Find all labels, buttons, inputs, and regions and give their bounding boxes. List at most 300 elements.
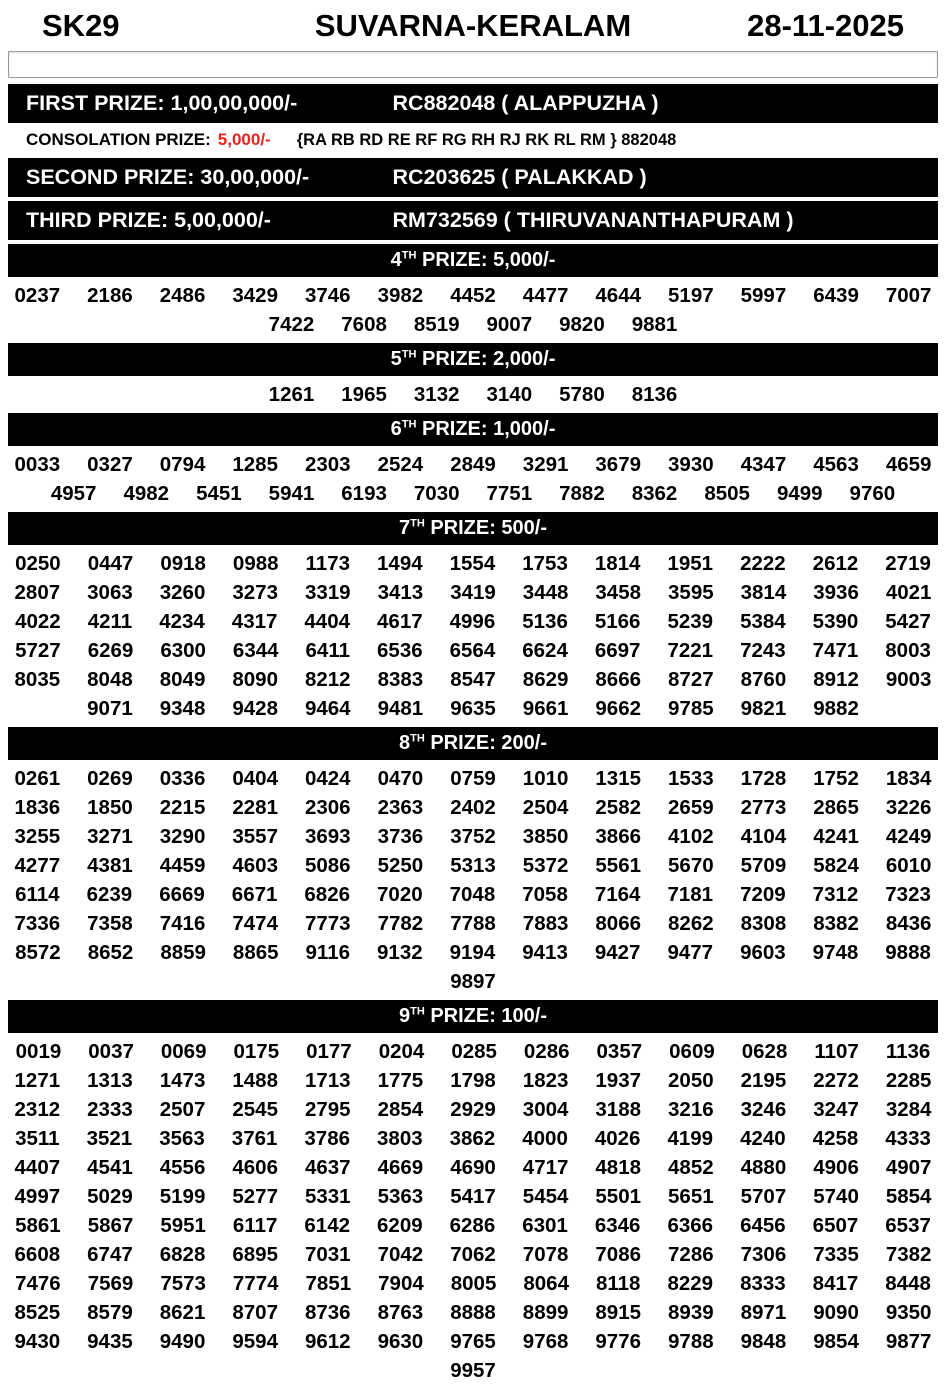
prize-number: 0404 [232, 767, 278, 790]
prize-number: 5670 [668, 854, 714, 877]
prize-number: 4381 [87, 854, 133, 877]
prize-number: 7181 [667, 883, 714, 906]
prize-number: 2659 [668, 796, 714, 819]
prize-number: 7007 [885, 284, 932, 307]
prize-number: 5867 [87, 1214, 134, 1237]
prize-number: 9428 [232, 697, 278, 720]
prize-number: 3188 [595, 1098, 642, 1121]
prize-number-row [8, 450, 938, 479]
prize-number: 7048 [449, 883, 496, 906]
prize-number: 4997 [14, 1185, 61, 1208]
prize-number: 7286 [668, 1243, 714, 1266]
prize-number-row [8, 1240, 938, 1269]
prize-number: 2195 [740, 1069, 787, 1092]
prize-number: 8763 [377, 1301, 424, 1324]
page-header [8, 2, 938, 48]
prize-number: 7058 [522, 883, 568, 906]
prize-number: 6828 [159, 1243, 206, 1266]
prize-number: 7883 [522, 912, 569, 935]
prize-number: 2865 [813, 796, 859, 819]
prize-number: 5029 [87, 1185, 133, 1208]
prize-number: 0250 [15, 552, 61, 575]
prize-number: 4241 [813, 825, 859, 848]
prize-number: 8005 [450, 1272, 497, 1295]
prize-number: 4347 [740, 453, 787, 476]
prize-number: 2306 [304, 796, 351, 819]
prize-number: 9661 [522, 697, 569, 720]
prize-number: 9490 [159, 1330, 206, 1353]
prize-number: 3679 [595, 453, 642, 476]
prize-number: 9594 [232, 1330, 278, 1353]
prize-number: 6411 [305, 639, 351, 662]
prize-number: 0019 [15, 1040, 62, 1063]
prize-number: 3290 [159, 825, 206, 848]
prize-number: 8707 [232, 1301, 278, 1324]
prize-number: 6010 [885, 854, 932, 877]
prize-number: 4906 [813, 1156, 859, 1179]
prize-tier-header-8th: 8TH PRIZE: 200/- [8, 727, 938, 760]
prize-number: 9888 [885, 941, 931, 964]
prize-number: 1836 [14, 796, 61, 819]
prize-tier-header-7th: 7TH PRIZE: 500/- [8, 512, 938, 545]
prize-number: 2773 [740, 796, 787, 819]
prize-number: 5824 [813, 854, 859, 877]
prize-number: 2363 [377, 796, 424, 819]
prize-number: 6697 [594, 639, 641, 662]
prize-number: 6507 [812, 1214, 859, 1237]
third-prize-label: THIRD PRIZE: 5,00,000/- [26, 208, 271, 232]
prize-number: 2582 [595, 796, 642, 819]
prize-number: 2186 [87, 284, 133, 307]
prize-number: 0175 [233, 1040, 280, 1063]
prize-number: 1775 [377, 1069, 424, 1092]
prize-number: 1814 [594, 552, 641, 575]
prize-number: 1313 [87, 1069, 133, 1092]
prize-number: 0261 [14, 767, 61, 790]
prize-number: 9348 [159, 697, 206, 720]
prize-number-row [8, 764, 938, 793]
prize-number: 7358 [87, 912, 133, 935]
prize-number: 7751 [486, 482, 533, 505]
prize-number: 3563 [159, 1127, 205, 1150]
prize-number: 1554 [449, 552, 496, 575]
prize-number: 7323 [885, 883, 931, 906]
prize-number: 1488 [232, 1069, 278, 1092]
prize-number: 7336 [14, 912, 61, 935]
prize-number-row [8, 281, 938, 310]
second-prize-winner: RC203625 ( PALAKKAD ) [392, 165, 647, 189]
prize-number: 6826 [304, 883, 351, 906]
prize-number: 4982 [123, 482, 170, 505]
prize-number: 7471 [812, 639, 859, 662]
second-prize-bar [8, 158, 938, 197]
prize-number: 9603 [740, 941, 786, 964]
prize-number-row [8, 665, 938, 694]
prize-number: 1473 [159, 1069, 206, 1092]
prize-number: 5451 [196, 482, 242, 505]
prize-number-row [8, 938, 938, 967]
prize-number: 8066 [595, 912, 642, 935]
prize-number: 7031 [304, 1243, 351, 1266]
prize-number: 7782 [377, 912, 424, 935]
prize-number: 7422 [268, 313, 315, 336]
prize-number: 3063 [87, 581, 133, 604]
prize-number: 6564 [449, 639, 496, 662]
prize-number: 6239 [86, 883, 133, 906]
third-prize-winner: RM732569 ( THIRUVANANTHAPURAM ) [392, 208, 794, 232]
prize-number-row [8, 1037, 938, 1066]
prize-number: 2504 [522, 796, 569, 819]
prize-number: 5454 [522, 1185, 569, 1208]
prize-number: 9768 [522, 1330, 569, 1353]
prize-number: 1965 [341, 383, 387, 406]
prize-number: 0237 [14, 284, 61, 307]
prize-number: 3521 [86, 1127, 133, 1150]
prize-number: 3291 [522, 453, 569, 476]
prize-number: 9881 [631, 313, 678, 336]
prize-number: 5239 [667, 610, 714, 633]
prize-number: 8136 [631, 383, 678, 406]
prize-number: 4258 [812, 1127, 859, 1150]
prize-number: 5384 [740, 610, 786, 633]
prize-number: 9776 [595, 1330, 642, 1353]
prize-number: 4022 [15, 610, 61, 633]
prize-number: 3226 [885, 796, 932, 819]
prize-number: 8859 [160, 941, 206, 964]
prize-number: 6114 [15, 883, 60, 906]
prize-number: 8899 [522, 1301, 569, 1324]
prize-number: 2222 [740, 552, 786, 575]
prize-number: 0177 [306, 1040, 352, 1063]
prize-number: 0037 [88, 1040, 134, 1063]
prize-number: 6747 [87, 1243, 133, 1266]
prize-number: 1753 [522, 552, 568, 575]
prize-number: 8048 [87, 668, 133, 691]
prize-number-row [8, 1356, 938, 1385]
prize-number: 5861 [15, 1214, 61, 1237]
prize-number: 0204 [378, 1040, 425, 1063]
prize-number: 8383 [377, 668, 424, 691]
prize-number: 9435 [87, 1330, 133, 1353]
prize-number: 0988 [232, 552, 279, 575]
prize-number: 8448 [885, 1272, 931, 1295]
prize-number: 3260 [159, 581, 206, 604]
prize-number: 8915 [595, 1301, 642, 1324]
prize-number: 0286 [523, 1040, 570, 1063]
prize-number: 3458 [595, 581, 642, 604]
prize-number: 4211 [87, 610, 133, 633]
prize-number: 3132 [413, 383, 460, 406]
prize-number: 7416 [159, 912, 206, 935]
prize-number: 4477 [522, 284, 569, 307]
prize-number: 3429 [232, 284, 278, 307]
prize-number: 4407 [14, 1156, 61, 1179]
prize-number: 4957 [50, 482, 97, 505]
prize-number: 0918 [160, 552, 206, 575]
prize-number: 9003 [885, 668, 932, 691]
prize-number: 9788 [668, 1330, 714, 1353]
prize-number: 0269 [87, 767, 133, 790]
prize-number: 2929 [450, 1098, 496, 1121]
prize-number-row [8, 549, 938, 578]
prize-number: 9007 [486, 313, 533, 336]
prize-number: 3448 [522, 581, 569, 604]
prize-number: 7476 [15, 1272, 61, 1295]
prize-number: 4637 [304, 1156, 351, 1179]
prize-number: 5250 [377, 854, 424, 877]
prize-number: 5086 [304, 854, 351, 877]
prize-number: 4404 [304, 610, 351, 633]
prize-number: 4000 [522, 1127, 568, 1150]
prize-number: 7164 [594, 883, 641, 906]
prize-number: 6344 [232, 639, 279, 662]
prize-number: 3271 [87, 825, 133, 848]
prize-number: 3511 [15, 1127, 60, 1150]
prize-number: 8333 [740, 1272, 786, 1295]
prize-number: 0470 [377, 767, 424, 790]
prize-number: 2333 [87, 1098, 133, 1121]
prize-number: 9760 [849, 482, 896, 505]
prize-number: 7221 [667, 639, 714, 662]
prize-number: 4606 [232, 1156, 278, 1179]
prize-number: 8212 [304, 668, 351, 691]
prize-number: 5727 [15, 639, 61, 662]
prize-tier-header-5th: 5TH PRIZE: 2,000/- [8, 343, 938, 376]
prize-number: 5561 [595, 854, 642, 877]
prize-number: 1533 [668, 767, 714, 790]
prize-number: 5372 [522, 854, 569, 877]
prize-number: 9820 [559, 313, 605, 336]
prize-number: 5136 [522, 610, 568, 633]
prize-number: 1285 [232, 453, 278, 476]
prize-number: 4880 [740, 1156, 787, 1179]
prize-number: 9413 [522, 941, 568, 964]
draw-code: SK29 [42, 8, 120, 43]
prize-number: 2612 [812, 552, 859, 575]
prize-number: 8572 [15, 941, 61, 964]
prize-number: 3284 [885, 1098, 932, 1121]
prize-number-row [8, 1269, 938, 1298]
prize-number: 8727 [668, 668, 714, 691]
prize-number: 1850 [87, 796, 133, 819]
prize-number: 0628 [741, 1040, 788, 1063]
prize-number: 7306 [740, 1243, 787, 1266]
prize-number: 3786 [304, 1127, 351, 1150]
prize-number: 3216 [668, 1098, 714, 1121]
ordinal-suffix: TH [401, 249, 417, 262]
prize-number: 4659 [885, 453, 932, 476]
prize-number: 8064 [523, 1272, 569, 1295]
ordinal-suffix: TH [410, 517, 425, 530]
prize-number: 2719 [885, 552, 931, 575]
prize-number: 1136 [885, 1040, 931, 1063]
prize-number: 9481 [377, 697, 424, 720]
prize-number: 7788 [450, 912, 496, 935]
prize-number: 0447 [87, 552, 134, 575]
consolation-prize-row [8, 127, 938, 154]
prize-number: 1798 [450, 1069, 496, 1092]
prize-number: 4818 [595, 1156, 642, 1179]
prize-number: 7382 [885, 1243, 932, 1266]
prize-number: 8736 [304, 1301, 351, 1324]
prize-number: 2285 [885, 1069, 932, 1092]
prize-number: 8436 [885, 912, 932, 935]
prize-number: 2215 [159, 796, 206, 819]
prize-number: 4104 [740, 825, 787, 848]
prize-number: 6346 [594, 1214, 641, 1237]
prize-number: 3140 [486, 383, 533, 406]
prize-number: 2272 [813, 1069, 859, 1092]
prize-number: 1823 [522, 1069, 569, 1092]
prize-number: 2486 [159, 284, 206, 307]
prize-number: 0285 [451, 1040, 497, 1063]
prize-number: 6671 [231, 883, 278, 906]
prize-number: 5651 [668, 1185, 714, 1208]
prize-number: 9821 [740, 697, 787, 720]
prize-number: 6286 [449, 1214, 496, 1237]
prize-number: 9957 [450, 1359, 496, 1382]
prize-number: 7086 [595, 1243, 642, 1266]
prize-number-row [8, 694, 938, 723]
prize-number: 6117 [232, 1214, 278, 1237]
prize-number: 3736 [377, 825, 424, 848]
prize-number: 3419 [450, 581, 496, 604]
prize-number: 0357 [596, 1040, 643, 1063]
prize-number-row [8, 607, 938, 636]
prize-number-row [8, 851, 938, 880]
prize-number-row [8, 1182, 938, 1211]
prize-number: 9071 [87, 697, 133, 720]
prize-number: 9194 [449, 941, 496, 964]
prize-number-row [8, 909, 938, 938]
prize-number: 8629 [522, 668, 569, 691]
prize-number: 3004 [522, 1098, 569, 1121]
prize-number: 8003 [885, 639, 931, 662]
ordinal-suffix: TH [410, 732, 425, 745]
prize-number: 5277 [232, 1185, 278, 1208]
prize-number: 6366 [667, 1214, 714, 1237]
prize-number: 7573 [160, 1272, 206, 1295]
prize-number: 1271 [14, 1069, 61, 1092]
prize-number: 8760 [740, 668, 787, 691]
prize-number: 4617 [377, 610, 423, 633]
prize-number: 6193 [341, 482, 387, 505]
prize-number: 9090 [813, 1301, 859, 1324]
prize-number: 9430 [14, 1330, 61, 1353]
prize-number: 6439 [813, 284, 859, 307]
ordinal-suffix: TH [401, 418, 417, 431]
prize-number: 5313 [450, 854, 496, 877]
prize-number: 7569 [87, 1272, 134, 1295]
prize-number: 5427 [885, 610, 931, 633]
prize-number: 6300 [160, 639, 206, 662]
prize-number: 1261 [268, 383, 315, 406]
prize-number: 6301 [522, 1214, 568, 1237]
prize-number: 4102 [668, 825, 714, 848]
prize-number: 3273 [232, 581, 278, 604]
prize-number: 6537 [885, 1214, 931, 1237]
prize-number: 8971 [740, 1301, 787, 1324]
prize-number: 2545 [232, 1098, 278, 1121]
prize-number: 7335 [813, 1243, 859, 1266]
prize-number: 1494 [377, 552, 423, 575]
prize-number-row [8, 578, 938, 607]
prize-number: 4644 [595, 284, 642, 307]
prize-number: 5166 [594, 610, 641, 633]
prize-number: 7608 [341, 313, 387, 336]
prize-number: 8666 [595, 668, 642, 691]
prize-number: 2050 [668, 1069, 714, 1092]
prize-number: 4907 [885, 1156, 932, 1179]
prize-number: 2849 [450, 453, 496, 476]
prize-number: 9499 [776, 482, 823, 505]
prize-number: 1937 [595, 1069, 642, 1092]
ordinal-suffix: TH [401, 348, 417, 361]
prize-number: 8547 [450, 668, 496, 691]
prize-number: 9854 [813, 1330, 859, 1353]
prize-number: 9427 [594, 941, 641, 964]
prize-tier-header-4th: 4TH PRIZE: 5,000/- [8, 244, 938, 277]
prize-number: 1107 [814, 1040, 859, 1063]
prize-number: 4852 [668, 1156, 714, 1179]
prize-number: 0424 [304, 767, 351, 790]
prize-number-row [8, 1327, 938, 1356]
prize-number: 6269 [87, 639, 134, 662]
prize-number: 3850 [522, 825, 569, 848]
prize-number-row [8, 1095, 938, 1124]
prize-number: 8308 [740, 912, 787, 935]
prize-number: 0794 [159, 453, 206, 476]
prize-number: 8652 [87, 941, 134, 964]
first-prize-label: FIRST PRIZE: 1,00,00,000/- [26, 91, 298, 115]
prize-number: 9630 [377, 1330, 424, 1353]
prize-number: 3866 [595, 825, 642, 848]
prize-number: 0033 [14, 453, 61, 476]
prize-number-row [8, 822, 938, 851]
prize-number: 4717 [522, 1156, 569, 1179]
prize-number: 3255 [14, 825, 61, 848]
prize-number: 9748 [812, 941, 859, 964]
prize-number: 0759 [450, 767, 496, 790]
prize-number: 5501 [595, 1185, 642, 1208]
prize-number: 4026 [594, 1127, 641, 1150]
prize-number-row [8, 880, 938, 909]
prize-number: 8382 [813, 912, 859, 935]
prize-number: 8229 [667, 1272, 714, 1295]
prize-number: 8621 [159, 1301, 206, 1324]
prize-number: 5199 [159, 1185, 206, 1208]
prize-tier-header-6th: 6TH PRIZE: 1,000/- [8, 413, 938, 446]
prize-number: 7474 [232, 912, 278, 935]
prize-number: 3413 [377, 581, 424, 604]
prize-number: 5997 [740, 284, 787, 307]
prize-number: 5951 [160, 1214, 206, 1237]
prize-number: 3936 [813, 581, 859, 604]
prize-number: 2795 [304, 1098, 351, 1121]
third-prize-bar [8, 201, 938, 240]
prize-number: 7062 [450, 1243, 496, 1266]
prize-number: 4690 [450, 1156, 496, 1179]
search-input[interactable] [8, 51, 938, 78]
prize-number: 0336 [159, 767, 206, 790]
prize-number: 7078 [522, 1243, 569, 1266]
prize-number: 8519 [413, 313, 460, 336]
consolation-label: CONSOLATION PRIZE: [26, 130, 211, 149]
prize-number: 8865 [232, 941, 279, 964]
prize-number-row [8, 636, 938, 665]
prize-number: 4249 [885, 825, 932, 848]
prize-number: 7312 [812, 883, 859, 906]
